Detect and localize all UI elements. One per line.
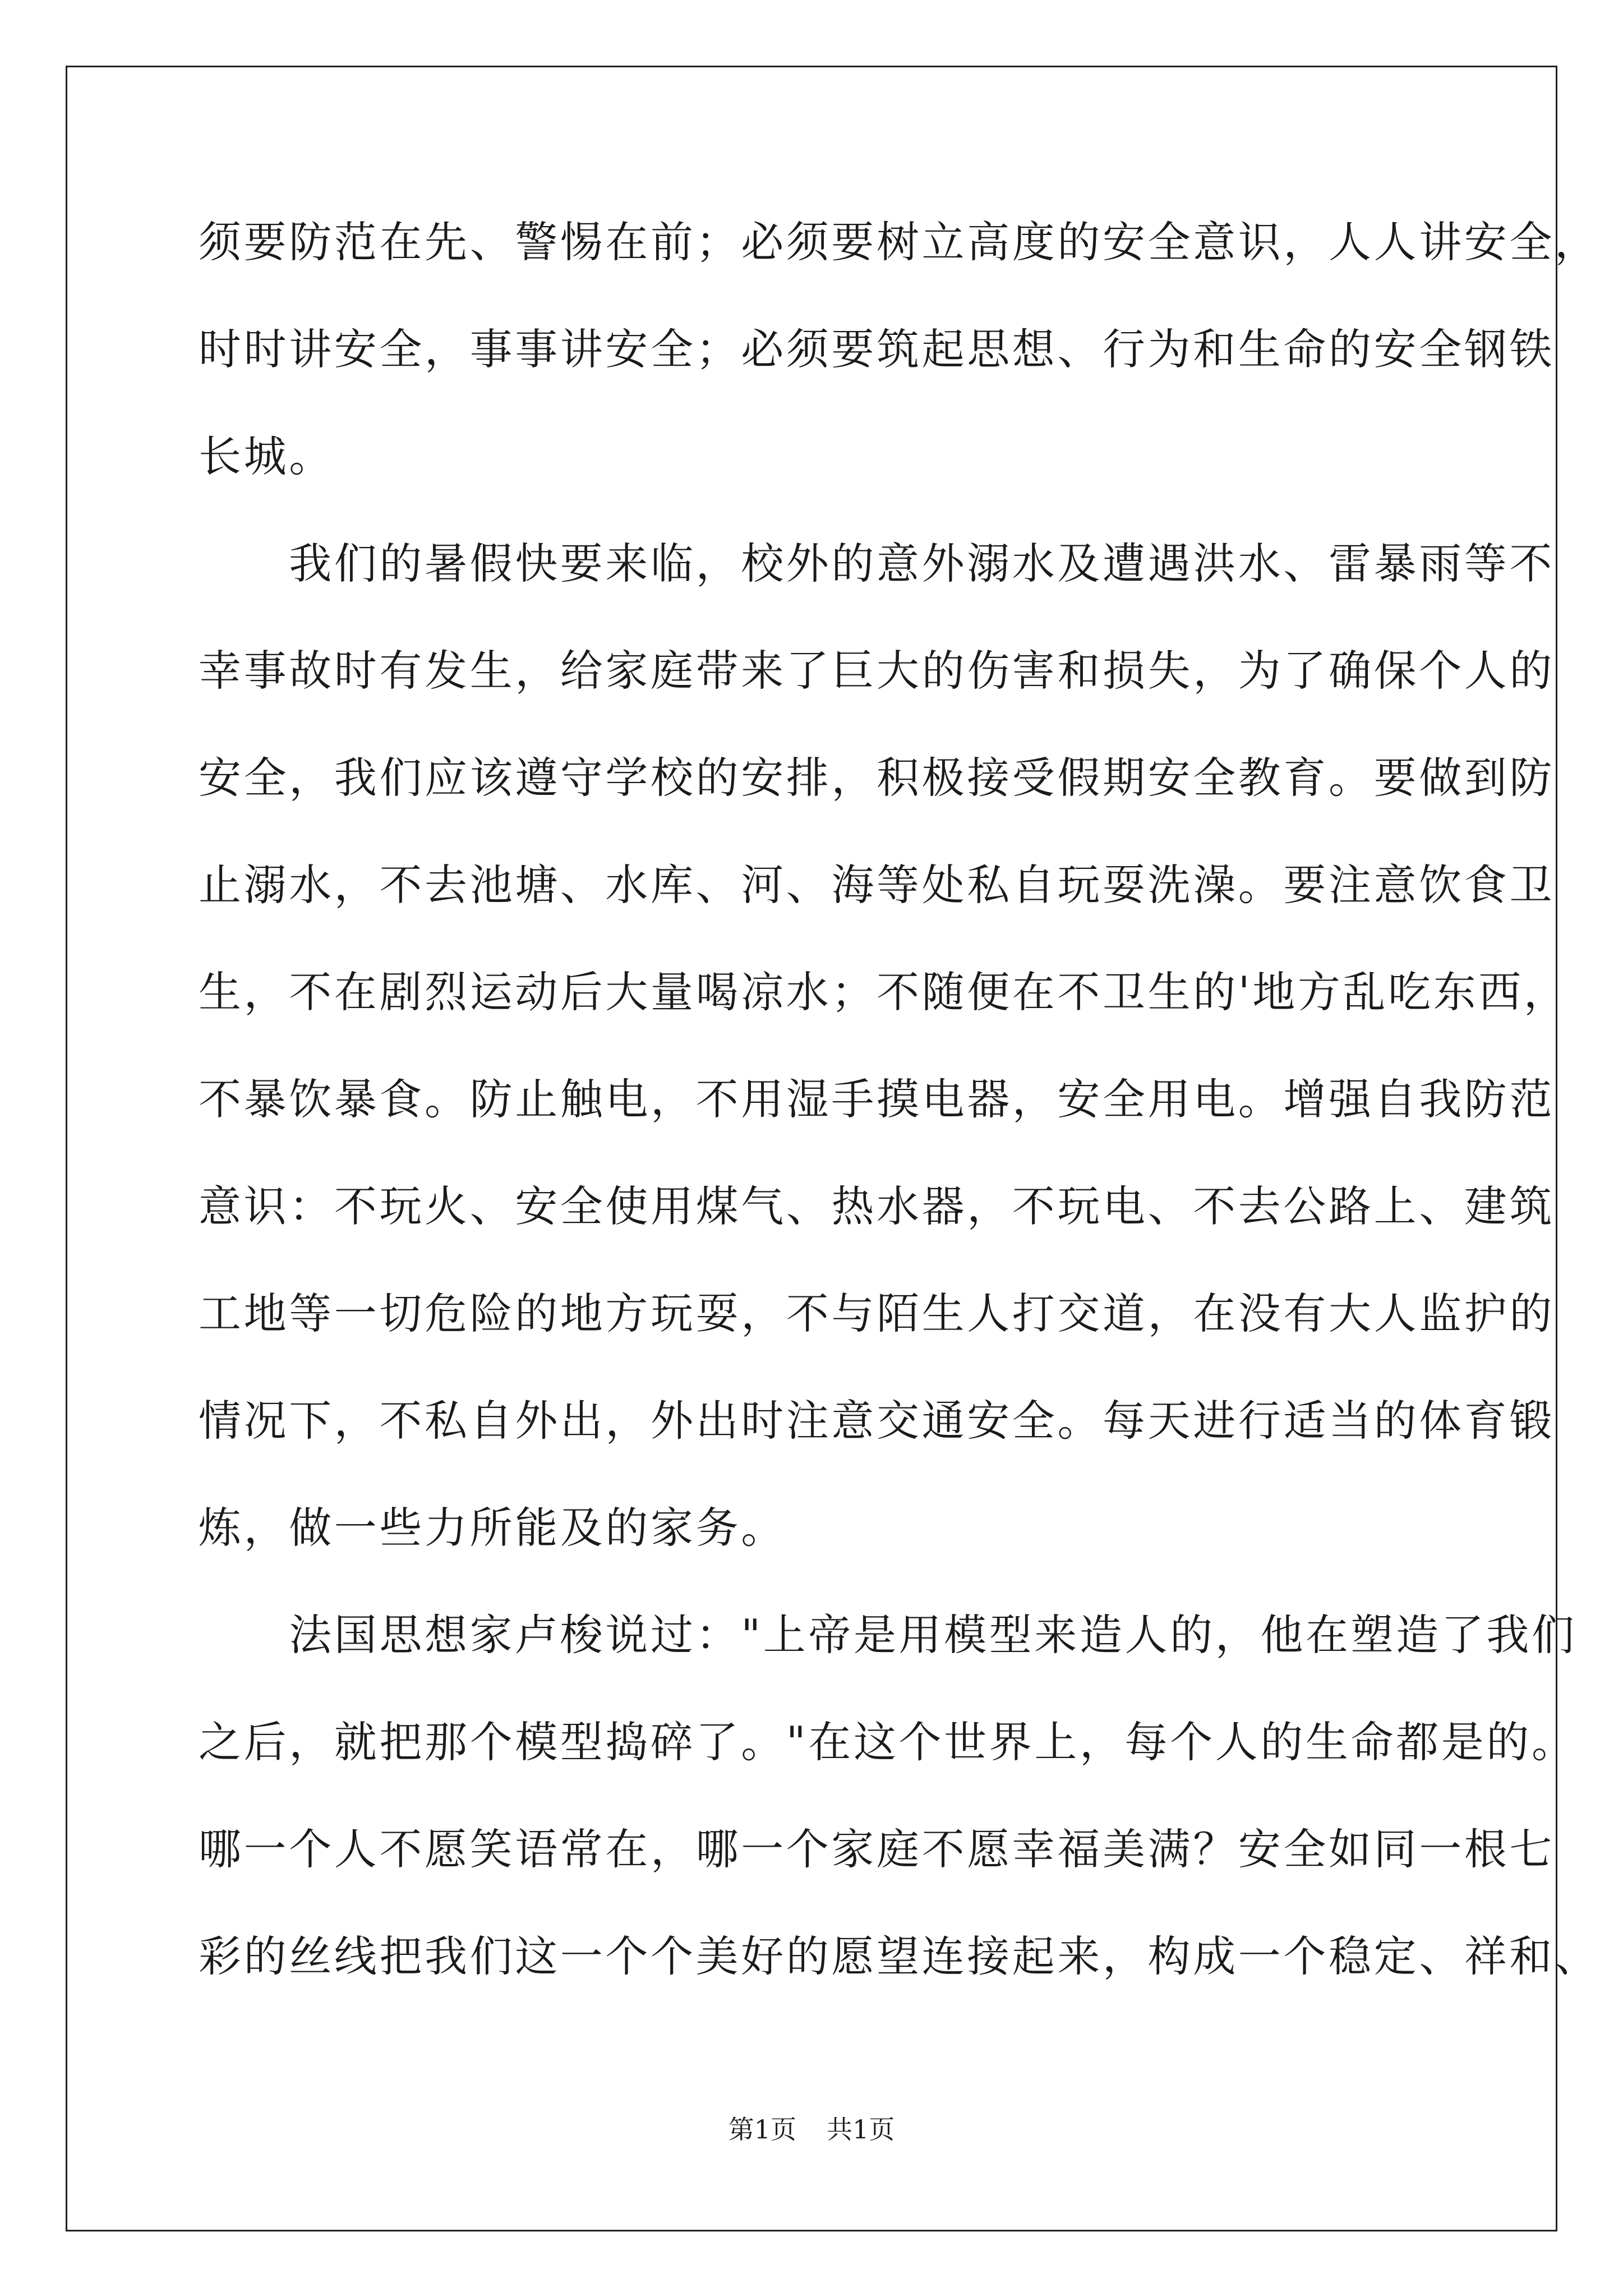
text-line: 安全，我们应该遵守学校的安排，积极接受假期安全教育。要做到防 bbox=[199, 753, 1555, 803]
text-line: 止溺水，不去池塘、水库、河、海等处私自玩耍洗澡。要注意饮食卫 bbox=[199, 860, 1555, 910]
page-total: 共1页 bbox=[827, 2114, 895, 2145]
text-line: 法国思想家卢梭说过："上帝是用模型来造人的，他在塑造了我们 bbox=[199, 1610, 1577, 1660]
text-line: 彩的丝线把我们这一个个美好的愿望连接起来，构成一个稳定、祥和、 bbox=[199, 1931, 1600, 1981]
text-line: 工地等一切危险的地方玩耍，不与陌生人打交道，在没有大人监护的 bbox=[199, 1289, 1555, 1338]
text-line: 情况下，不私自外出，外出时注意交通安全。每天进行适当的体育锻 bbox=[199, 1396, 1555, 1446]
text-line: 哪一个人不愿笑语常在，哪一个家庭不愿幸福美满？安全如同一根七 bbox=[199, 1824, 1555, 1874]
text-line: 时时讲安全，事事讲安全；必须要筑起思想、行为和生命的安全钢铁 bbox=[199, 324, 1555, 374]
text-line: 长城。 bbox=[199, 431, 334, 481]
text-line: 幸事故时有发生，给家庭带来了巨大的伤害和损失，为了确保个人的 bbox=[199, 646, 1555, 696]
text-line: 我们的暑假快要来临，校外的意外溺水及遭遇洪水、雷暴雨等不 bbox=[199, 539, 1555, 588]
text-line: 炼，做一些力所能及的家务。 bbox=[199, 1503, 786, 1553]
page-number: 第1页 bbox=[728, 2114, 796, 2145]
text-line: 不暴饮暴食。防止触电，不用湿手摸电器，安全用电。增强自我防范 bbox=[199, 1074, 1555, 1124]
text-line: 须要防范在先、警惕在前；必须要树立高度的安全意识，人人讲安全， bbox=[199, 217, 1600, 267]
text-line: 意识：不玩火、安全使用煤气、热水器，不玩电、不去公路上、建筑 bbox=[199, 1181, 1555, 1231]
document-body bbox=[199, 188, 1600, 2010]
text-line: 生，不在剧烈运动后大量喝凉水；不随便在不卫生的'地方乱吃东西， bbox=[199, 967, 1569, 1017]
page-footer bbox=[0, 2113, 1623, 2146]
text-line: 之后，就把那个模型捣碎了。"在这个世界上，每个人的生命都是的。 bbox=[199, 1717, 1577, 1767]
